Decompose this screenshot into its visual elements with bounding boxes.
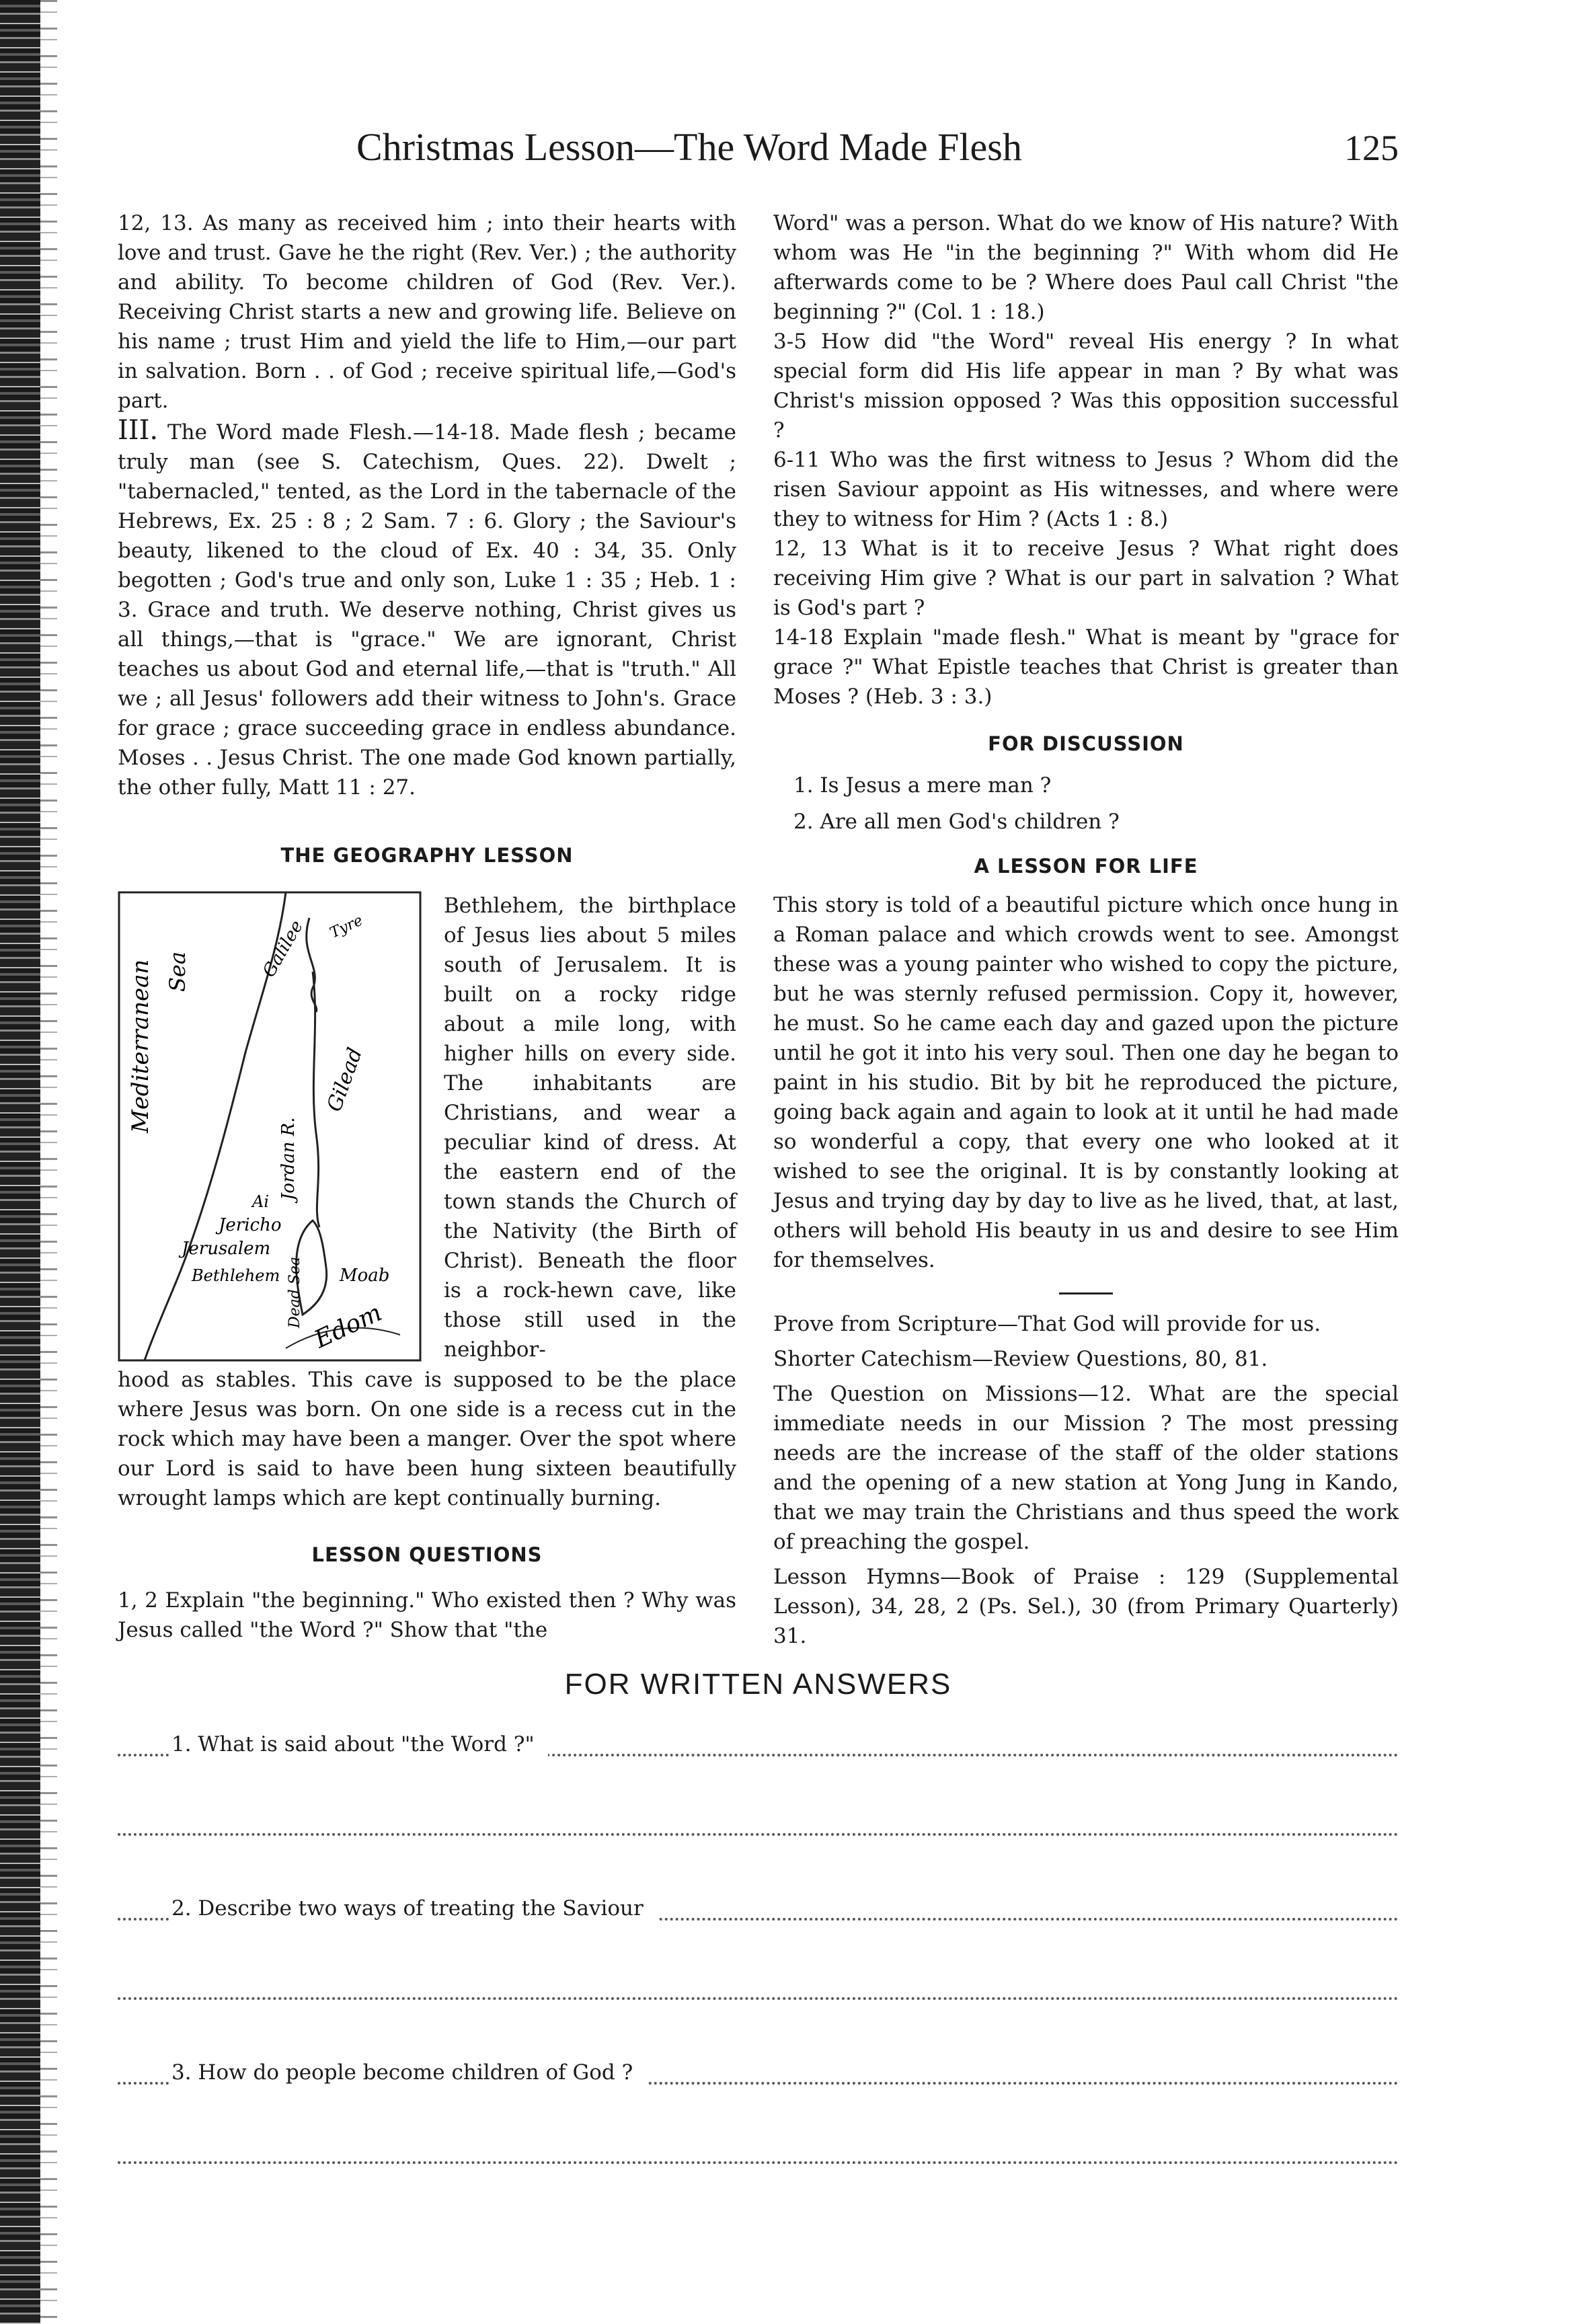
written-answers: [118, 1668, 1399, 2224]
geography-heading: THE GEOGRAPHY LESSON: [280, 844, 574, 867]
label-tyre: Tyre: [327, 912, 366, 942]
geography-text-continued: hood as stables. This cave is supposed to be the place where Jesus was born. On one side is a recess cut in the rock which may have been a manger. Over the spot where our Lord is said to have been hung sixteen beautifully wrought lamps which are kept continually burning.: [118, 1368, 736, 1510]
label-jordan: Jordan R.: [278, 1117, 299, 1200]
written-answers-heading: FOR WRITTEN ANSWERS: [564, 1668, 952, 1701]
label-jericho: Jericho: [219, 1215, 282, 1235]
question-6-11: 6-11 Who was the first witness to Jesus ? Whom did the risen Saviour appoint as His witnesses, and where were they to witness for Him ? (Acts 1 : 8.): [773, 448, 1399, 531]
lesson-questions-heading: LESSON QUESTIONS: [311, 1543, 543, 1566]
answer-line-2[interactable]: [118, 1896, 1399, 1935]
label-mediterranean: Mediterranean: [127, 959, 154, 1133]
discussion-item: 1. Is Jesus a mere man ?: [793, 773, 1052, 798]
label-moab: Moab: [340, 1266, 390, 1286]
written-question-2: 2. Describe two ways of treating the Saviour: [171, 1896, 657, 1921]
question-14-18: 14-18 Explain "made flesh." What is meant by "grace for grace ?" What Epistle teaches that Christ is greater than Moses ? (Heb. 3 : 3.): [773, 625, 1399, 709]
label-bethlehem: Bethlehem: [192, 1266, 280, 1285]
label-edom: Edom: [310, 1299, 387, 1354]
answer-line-1[interactable]: [118, 1732, 1399, 1771]
answer-line-3b[interactable]: [118, 2140, 1399, 2164]
life-text: This story is told of a beautiful picture which once hung in a Roman palace and which crowds went to see. Amongst these was a young painter who wished to copy the picture, but he was sternly refused permission. Copy it, however, he must. So he came each day and gazed upon the picture until he got it into his very soul. Then one day he began to paint in his studio. Bit by bit he reproduced the picture, going back again and again to look at it until he had made so wonderful a copy, that every one who looked at it wished to see the original. It is by constantly looking at Jesus and trying day by day to live as he lived, that, at last, others will behold His beauty in us and desire to see Him for themselves.: [773, 893, 1399, 1272]
question-3-5: 3-5 How did "the Word" reveal His energy ? In what special form did His life appear in man ? By what was Christ's mission opposed ? Was this opposition successful ?: [773, 330, 1399, 442]
right-column: [773, 208, 1399, 1651]
life-heading: A LESSON FOR LIFE: [974, 855, 1198, 878]
written-question-3: 3. How do people become children of God ?: [171, 2060, 646, 2085]
running-header: [356, 124, 1399, 178]
geography-text: Bethlehem, the birthplace of Jesus lies about 5 miles south of Jerusalem. It is built on a rocky ridge about a mile long, with higher hills on every side. The inhabitants are Christians, and wear a peculiar kind of dress. At the eastern end of the town stands the Church of the Nativity (the Birth of Christ). Beneath the floor is a rock-hewn cave, like those still used in the neighbor-: [444, 894, 736, 1362]
label-gilead: Gilead: [322, 1044, 368, 1115]
lesson-hymns: Lesson Hymns—Book of Praise : 129 (Supplemental Lesson), 34, 28, 2 (Ps. Sel.), 30 (from Primary Quarterly) 31.: [773, 1565, 1399, 1648]
commentary-12-13: 12, 13. As many as received him ; into their hearts with love and trust. Gave he the right (Rev. Ver.) ; the authority and ability. To become children of God (Rev. Ver.). Receiving Christ starts a new and growing life. Believe on his name ; trust Him and yield the life to Him,—our part in salvation. Born . . of God ; receive spiritual life,—God's part.: [118, 211, 736, 413]
label-ai: Ai: [252, 1192, 270, 1211]
discussion-item: 2. Are all men God's children ?: [793, 810, 1120, 834]
commentary-14-18-text: The Word made Flesh.—14-18. Made flesh ; became truly man (see S. Catechism, Ques. 22). Dwelt ; "tabernacled," tented, as the Lord in the tabernacle of the Hebrews, Ex. 25 : 8 ; 2 Sam. 7 : 6. Glory ; the Saviour's beauty, likened to the cloud of Ex. 40 : 34, 35. Only begotten ; God's true and only son, Luke 1 : 35 ; Heb. 1 : 3. Grace and truth. We deserve nothing, Christ gives us all things,—that is "grace." We are ignorant, Christ teaches us about God and eternal life,—that is "truth." All we ; all Jesus' followers add their witness to John's. Grace for grace ; grace succeeding grace in endless abundance. Moses . . Jesus Christ. The one made God known partially, the other fully, Matt 11 : 27.: [118, 420, 736, 800]
label-sea: Sea: [165, 952, 190, 992]
palestine-map: [118, 891, 422, 1362]
divider: [1059, 1292, 1113, 1294]
book-binding-edge: [0, 0, 40, 2324]
prove-from-scripture: Prove from Scripture—That God will provide for us.: [773, 1312, 1321, 1336]
label-dead-sea: Dead Sea: [286, 1256, 303, 1328]
page-title: Christmas Lesson—The Word Made Flesh: [356, 125, 1022, 169]
left-column: [118, 208, 736, 802]
answer-line-2b[interactable]: [118, 1976, 1399, 2000]
discussion-heading: FOR DISCUSSION: [988, 732, 1184, 755]
label-galilee: Galilee: [259, 917, 308, 981]
missions-question: The Question on Missions—12. What are the special immediate needs in our Mission ? The most pressing needs are the increase of the staff of the older stations and the opening of a new station at Yong Jung in Kando, that we may train the Christians and thus speed the work of preaching the gospel.: [773, 1382, 1399, 1554]
label-jerusalem: Jerusalem: [182, 1239, 271, 1259]
answer-line-1b[interactable]: [118, 1812, 1399, 1836]
question-12-13: 12, 13 What is it to receive Jesus ? What right does receiving Him give ? What is our part in salvation ? What is God's part ?: [773, 537, 1399, 620]
written-question-1: 1. What is said about "the Word ?": [171, 1732, 548, 1756]
question-1-2: 1, 2 Explain "the beginning." Who existed then ? Why was Jesus called "the Word ?" Show that "the: [118, 1588, 736, 1642]
commentary-14-18: [118, 416, 736, 802]
lesson-questions: [118, 1540, 736, 1645]
section-numeral: III.: [118, 415, 159, 446]
binding-shadow: [40, 0, 57, 2324]
shorter-catechism: Shorter Catechism—Review Questions, 80, 81.: [773, 1347, 1268, 1371]
answer-line-3[interactable]: [118, 2060, 1399, 2099]
page-number: 125: [1344, 128, 1399, 168]
question-cont: Word" was a person. What do we know of His nature? With whom was He "in the beginning ?" With whom did He afterwards come to be ? Where does Paul call Christ "the beginning ?" (Col. 1 : 18.): [773, 211, 1399, 324]
